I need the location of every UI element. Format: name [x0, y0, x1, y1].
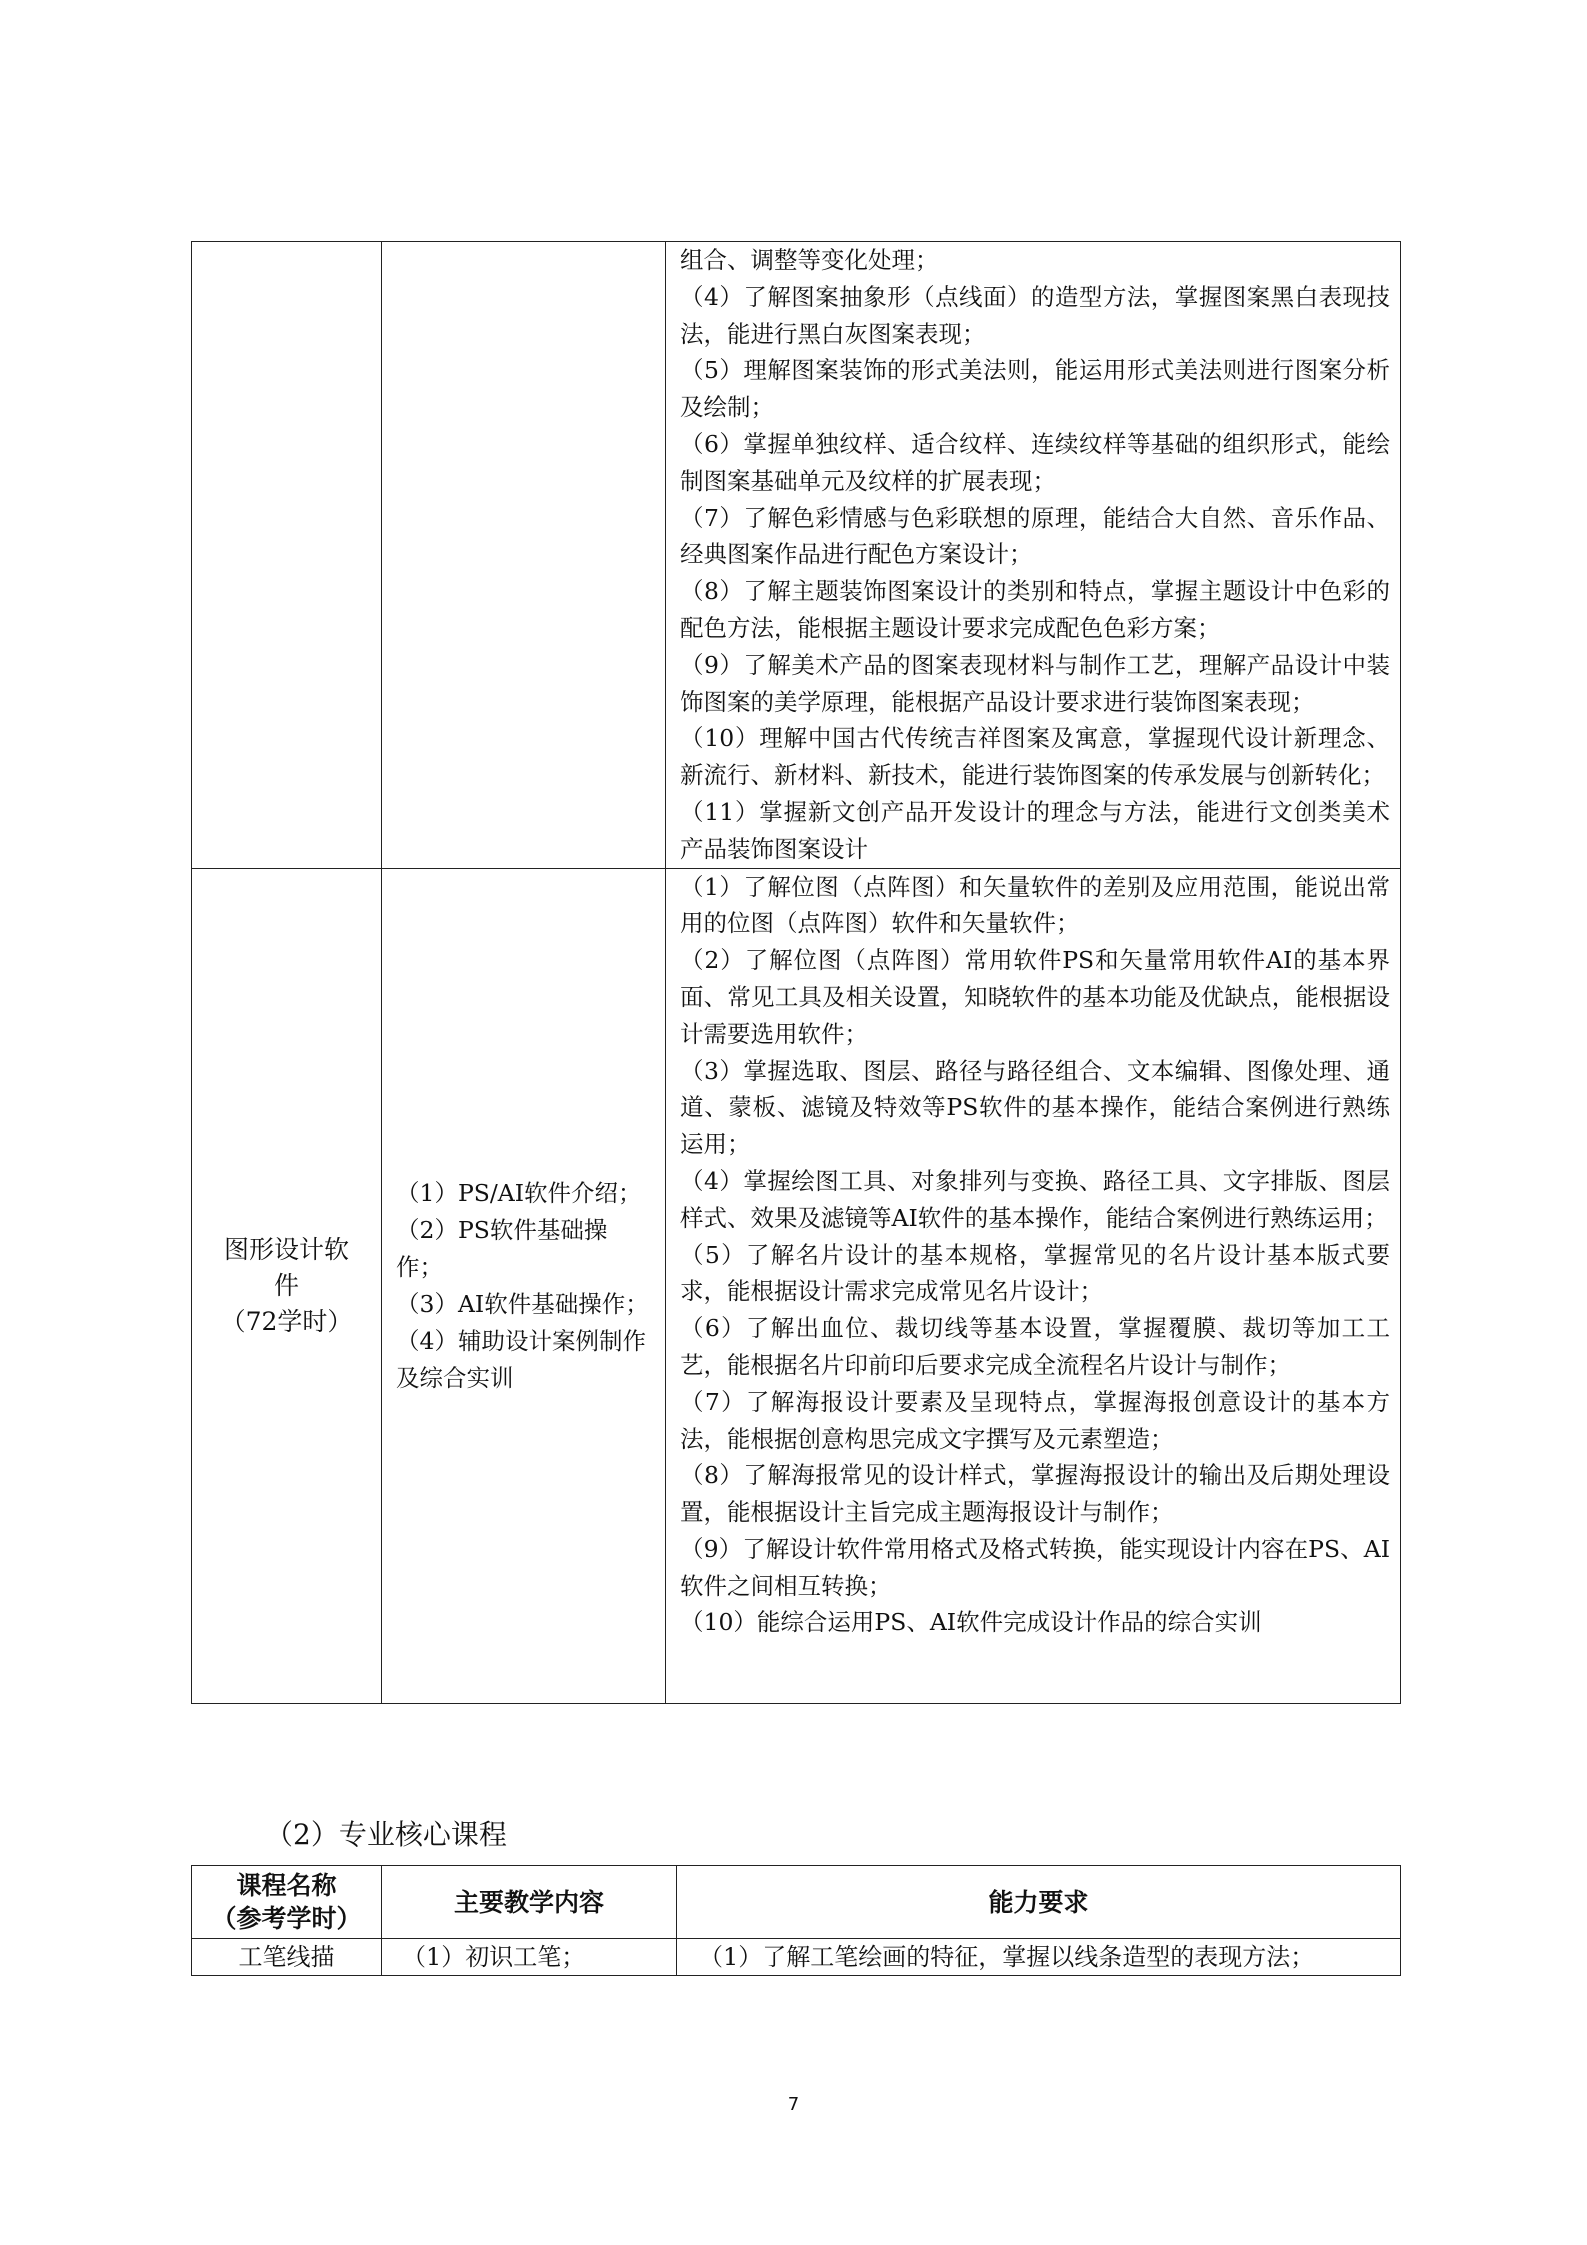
- ability-item: （1）了解位图（点阵图）和矢量软件的差别及应用范围，能说出常用的位图（点阵图）软件和矢量软件；: [680, 872, 1390, 938]
- section-heading: （2）专业核心课程: [265, 1818, 507, 1851]
- ability-item: （8）了解海报常见的设计样式，掌握海报设计的输出及后期处理设置，能根据设计主旨完成主题海报设计与制作；: [680, 1461, 1390, 1527]
- ability-requirement-cell: [666, 242, 1401, 869]
- header-ability-requirement: 能力要求: [677, 1866, 1401, 1939]
- ability-item: （11）掌握新文创产品开发设计的理念与方法，能进行文创类美术产品装饰图案设计: [680, 797, 1390, 863]
- ability-item: （7）了解海报设计要素及呈现特点，掌握海报创意设计的基本方法，能根据创意构思完成文字撰写及元素塑造；: [680, 1387, 1390, 1453]
- ability-item: （8）了解主题装饰图案设计的类别和特点，掌握主题设计中色彩的配色方法，能根据主题设计要求完成配色色彩方案；: [680, 577, 1390, 642]
- ability-item: （4）了解图案抽象形（点线面）的造型方法，掌握图案黑白表现技法，能进行黑白灰图案表现；: [680, 282, 1390, 348]
- teaching-content-cell: [382, 868, 666, 1703]
- header-course-name-line: 课程名称: [236, 1871, 337, 1900]
- ability-item: 组合、调整等变化处理；: [680, 246, 939, 274]
- course-name-cell: [192, 242, 382, 869]
- ability-item: （4）掌握绘图工具、对象排列与变换、路径工具、文字排版、图层样式、效果及滤镜等AI软件的基本操作，能结合案例进行熟练运用；: [680, 1166, 1390, 1232]
- ability-item: （6）了解出血位、裁切线等基本设置，掌握覆膜、裁切等加工工艺，能根据名片印前印后要求完成全流程名片设计与制作；: [680, 1314, 1390, 1379]
- course-table-continued: [191, 241, 1401, 1704]
- page-number: 7: [787, 2094, 800, 2115]
- teaching-content-cell: （1）初识工笔；: [382, 1939, 677, 1976]
- course-hours: （72学时）: [220, 1306, 353, 1336]
- table-row: [192, 1939, 1401, 1976]
- course-name-cell: 工笔线描: [192, 1939, 382, 1976]
- ability-item: （9）了解设计软件常用格式及格式转换，能实现设计内容在PS、AI软件之间相互转换；: [680, 1534, 1390, 1600]
- ability-item: （5）理解图案装饰的形式美法则，能运用形式美法则进行图案分析及绘制；: [680, 356, 1390, 422]
- content-item: （4）辅助设计案例制作及综合实训: [396, 1326, 646, 1392]
- table-row: [192, 242, 1401, 869]
- table-header-row: [192, 1866, 1401, 1939]
- course-name-line: 图形设计软: [223, 1234, 349, 1264]
- ability-requirement-cell: （1）了解工笔绘画的特征，掌握以线条造型的表现方法；: [677, 1939, 1401, 1976]
- header-course-hours-line: （参考学时）: [211, 1904, 362, 1933]
- ability-item: （5）了解名片设计的基本规格，掌握常见的名片设计基本版式要求，能根据设计需求完成常见名片设计；: [680, 1240, 1390, 1306]
- ability-item: （3）掌握选取、图层、路径与路径组合、文本编辑、图像处理、通道、蒙板、滤镜及特效等PS软件的基本操作，能结合案例进行熟练运用；: [680, 1056, 1390, 1159]
- header-teaching-content: 主要教学内容: [382, 1866, 677, 1939]
- ability-item: （7）了解色彩情感与色彩联想的原理，能结合大自然、音乐作品、经典图案作品进行配色方案设计；: [680, 503, 1390, 569]
- teaching-content-cell: [382, 242, 666, 869]
- course-name-cell: [192, 868, 382, 1703]
- ability-requirement-cell: [666, 868, 1401, 1703]
- ability-item: （10）理解中国古代传统吉祥图案及寓意，掌握现代设计新理念、新流行、新材料、新技术，能进行装饰图案的传承发展与创新转化；: [680, 724, 1390, 790]
- ability-item: （10）能综合运用PS、AI软件完成设计作品的综合实训: [680, 1608, 1262, 1637]
- core-course-table: [191, 1865, 1401, 1976]
- content-item: （3）AI软件基础操作；: [396, 1289, 649, 1318]
- table-row: [192, 868, 1401, 1703]
- content-item: （1）PS/AI软件介绍；: [396, 1178, 642, 1207]
- ability-item: （9）了解美术产品的图案表现材料与制作工艺，理解产品设计中装饰图案的美学原理，能根据产品设计要求进行装饰图案表现；: [680, 650, 1390, 716]
- content-item: （2）PS软件基础操作；: [396, 1215, 608, 1281]
- ability-item: （6）掌握单独纹样、适合纹样、连续纹样等基础的组织形式，能绘制图案基础单元及纹样的扩展表现；: [680, 429, 1390, 495]
- course-name-line: 件: [273, 1270, 299, 1300]
- ability-item: （2）了解位图（点阵图）常用软件PS和矢量常用软件AI的基本界面、常见工具及相关设置，知晓软件的基本功能及优缺点，能根据设计需要选用软件；: [680, 946, 1390, 1048]
- header-course-name: [192, 1866, 382, 1939]
